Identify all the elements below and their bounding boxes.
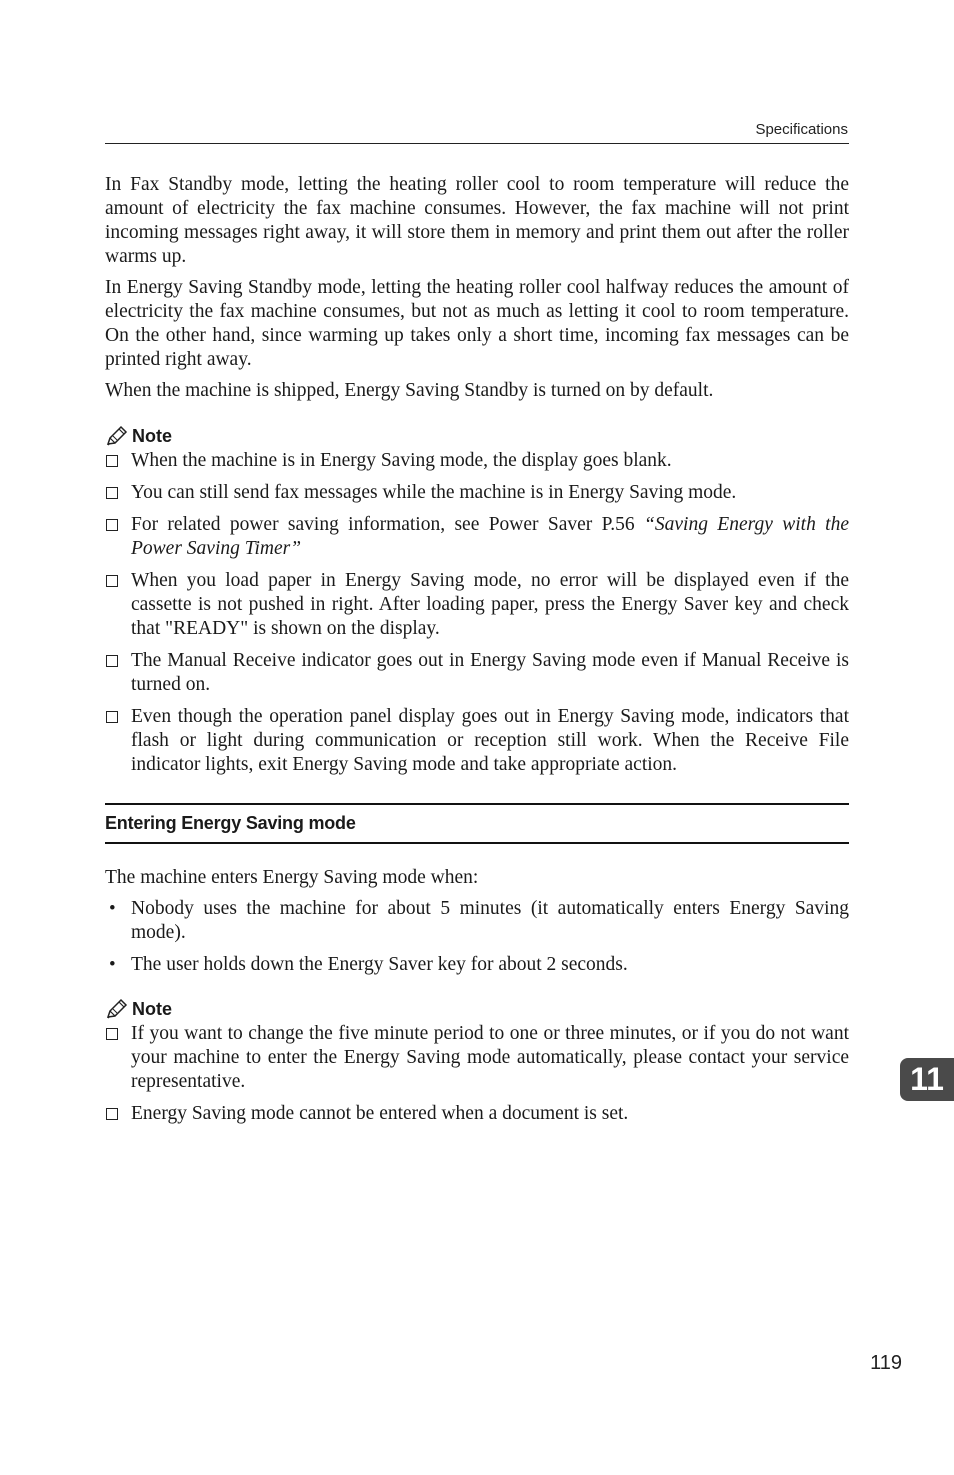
bullet-icon: • xyxy=(109,898,116,919)
checkbox-icon xyxy=(106,575,118,587)
bullet-item xyxy=(105,953,849,977)
header-rule xyxy=(105,143,849,144)
pencil-icon xyxy=(105,425,129,447)
note-list xyxy=(105,449,849,777)
note-item-text: When the machine is in Energy Saving mode, the display goes blank. xyxy=(131,450,672,471)
pencil-icon xyxy=(105,998,129,1020)
note-item-text: Even though the operation panel display goes out in Energy Saving mode, indicators that flash or light during communication or reception still work. When the Receive File indicator lights, exit Energy Saving mode and take appropriate action. xyxy=(131,706,849,775)
page-number: 119 xyxy=(870,1352,902,1374)
page-content xyxy=(105,173,849,1134)
note-item xyxy=(105,1022,849,1094)
bullet-list xyxy=(105,897,849,977)
section-intro: The machine enters Energy Saving mode when: xyxy=(105,867,479,888)
bullet-item xyxy=(105,897,849,945)
note-item xyxy=(105,705,849,777)
chapter-tab: 11 xyxy=(900,1058,954,1101)
note-item xyxy=(105,569,849,641)
note-label: Note xyxy=(132,998,172,1019)
checkbox-icon xyxy=(106,655,118,667)
note-item-text: When you load paper in Energy Saving mode, no error will be displayed even if the cassette is not pushed in right. After loading paper, press the Energy Saver key and check that "READY" is shown on the display. xyxy=(131,570,849,639)
cross-reference-link[interactable]: “Saving Energy with the Power Saving Timer” xyxy=(131,514,849,559)
note-item xyxy=(105,649,849,697)
paragraph: When the machine is shipped, Energy Saving Standby is turned on by default. xyxy=(105,380,714,401)
running-header: Specifications xyxy=(755,121,848,138)
note-item xyxy=(105,481,849,505)
section-heading-bar xyxy=(105,803,849,844)
bullet-text: The user holds down the Energy Saver key for about 2 seconds. xyxy=(131,954,628,975)
bullet-text: Nobody uses the machine for about 5 minutes (it automatically enters Energy Saving mode). xyxy=(131,898,849,943)
paragraph: In Energy Saving Standby mode, letting the heating roller cool halfway reduces the amount of electricity the fax machine consumes, but not as much as letting it cool to room temperature. On the other hand, since warming up takes only a short time, incoming fax messages can be printed right away. xyxy=(105,277,849,370)
note-item-text: You can still send fax messages while the machine is in Energy Saving mode. xyxy=(131,482,737,503)
paragraph: In Fax Standby mode, letting the heating roller cool to room temperature will reduce the amount of electricity the fax machine consumes. However, the fax machine will not print incoming messages right away, it will store them in memory and print them out after the roller warms up. xyxy=(105,174,849,267)
note-item xyxy=(105,449,849,473)
checkbox-icon xyxy=(106,711,118,723)
checkbox-icon xyxy=(106,519,118,531)
checkbox-icon xyxy=(106,1028,118,1040)
note-item-text: Energy Saving mode cannot be entered when a document is set. xyxy=(131,1103,629,1124)
note-item-text: If you want to change the five minute period to one or three minutes, or if you do not want your machine to enter the Energy Saving mode automatically, please contact your service representative. xyxy=(131,1023,849,1092)
note-item xyxy=(105,1102,849,1126)
note-item-text: The Manual Receive indicator goes out in Energy Saving mode even if Manual Receive is turned on. xyxy=(131,650,849,695)
checkbox-icon xyxy=(106,1108,118,1120)
note-label: Note xyxy=(132,425,172,446)
bullet-icon: • xyxy=(109,954,116,975)
note-heading xyxy=(105,425,849,447)
checkbox-icon xyxy=(106,455,118,467)
note-list xyxy=(105,1022,849,1126)
note-item xyxy=(105,513,849,561)
note-item-text: For related power saving information, see Power Saver P.56 xyxy=(131,514,645,535)
note-heading xyxy=(105,998,849,1020)
checkbox-icon xyxy=(106,487,118,499)
section-title: Entering Energy Saving mode xyxy=(105,813,356,833)
